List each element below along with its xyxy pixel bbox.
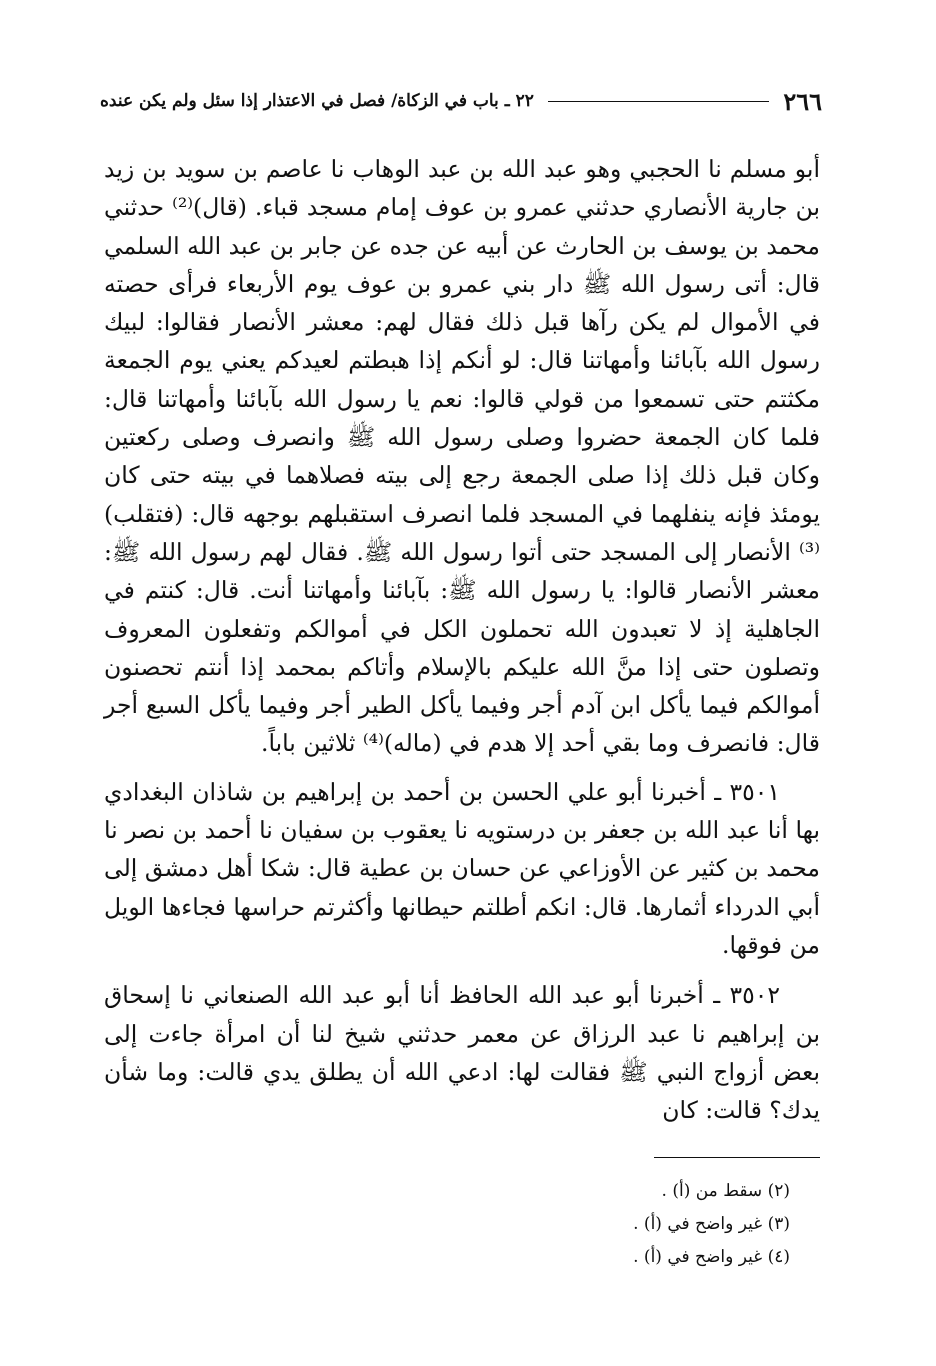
footnote-4: (٤) غير واضح في (أ) .: [633, 1247, 790, 1267]
footnote-divider: [654, 1157, 820, 1158]
page-header: [100, 86, 822, 116]
paragraph-hadith-3501: ٣٥٠١ ـ أخبرنا أبو علي الحسن بن أحمد بن إبراهيم بن شاذان البغدادي بها أنا عبد الله بن جعفر بن درستويه نا يعقوب بن سفيان نا أحمد بن نصر نا محمد بن كثير عن الأوزاعي عن حسان بن عطية قال: شكا أهل دمشق إلى أبي الدرداء أثمارها. قال: انكم أطلتم حيطانها وأكثرتم حراسها فجاءها الويل من فوقها.: [104, 777, 820, 959]
footnotes: [500, 1175, 790, 1274]
running-head: ٢٢ ـ باب في الزكاة/ فصل في الاعتذار إذا سئل ولم يكن عنده: [100, 91, 534, 111]
footnote-3: (٣) غير واضح في (أ) .: [633, 1214, 790, 1234]
header-rule: [548, 101, 769, 102]
paragraph-hadith-3502: ٣٥٠٢ ـ أخبرنا أبو عبد الله الحافظ أنا أبو عبد الله الصنعاني نا إسحاق بن إبراهيم نا عبد الرزاق عن معمر حدثني شيخ لنا أن امرأة جاءت إلى بعض أزواج النبي ﷺ فقالت لها: ادعي الله أن يطلق يدي قالت: وما شأن يدك؟ قالت: كان: [104, 981, 820, 1125]
footnote-2: (٢) سقط من (أ) .: [661, 1181, 790, 1201]
body-text: [104, 150, 820, 1141]
page-number: ٢٦٦: [783, 86, 822, 116]
paragraph-hadith-continuation: أبو مسلم نا الحجبي وهو عبد الله بن عبد الوهاب نا عاصم بن سويد بن زيد بن جارية الأنصاري حدثني عمرو بن عوف إمام مسجد قباء. (قال)⁽²⁾ حدثني محمد بن يوسف بن الحارث عن أبيه عن جده عن جابر بن عبد الله السلمي قال: أتى رسول الله ﷺ دار بني عمرو بن عوف يوم الأربعاء فرأى حصته في الأموال لم يكن رآها قبل ذلك فقال لهم: معشر الأنصار فقالوا: لبيك رسول الله بآبائنا وأمهاتنا قال: لو أنكم إذا هبطتم لعيدكم يعني يوم الجمعة مكثتم حتى تسمعوا من قولي قالوا: نعم يا رسول الله بآبائنا وأمهاتنا قال: فلما كان الجمعة حضروا وصلى رسول الله ﷺ وانصرف وصلى ركعتين وكان قبل ذلك إذا صلى الجمعة رجع إلى بيته فصلاهما في بيته حتى كان يومئذ فإنه ينفلهما في المسجد فلما انصرف استقبلهم بوجهه قال: (فتقلب)⁽³⁾ الأنصار إلى المسجد حتى أتوا رسول الله ﷺ. فقال لهم رسول الله ﷺ: معشر الأنصار قالوا: يا رسول الله ﷺ: بآبائنا وأمهاتنا أنت. قال: كنتم في الجاهلية إذ لا تعبدون الله تحملون الكل في أموالكم وتفعلون المعروف وتصلون حتى إذا منَّ الله عليكم بالإسلام وأتاكم بمحمد إذا أنتم تحصنون أموالكم فيما يأكل ابن آدم أجر وفيما يأكل الطير أجر وفيما يأكل السبع أجر قال: فانصرف وما بقي أحد إلا هدم في (ماله)⁽⁴⁾ ثلاثين باباً.: [104, 155, 821, 758]
